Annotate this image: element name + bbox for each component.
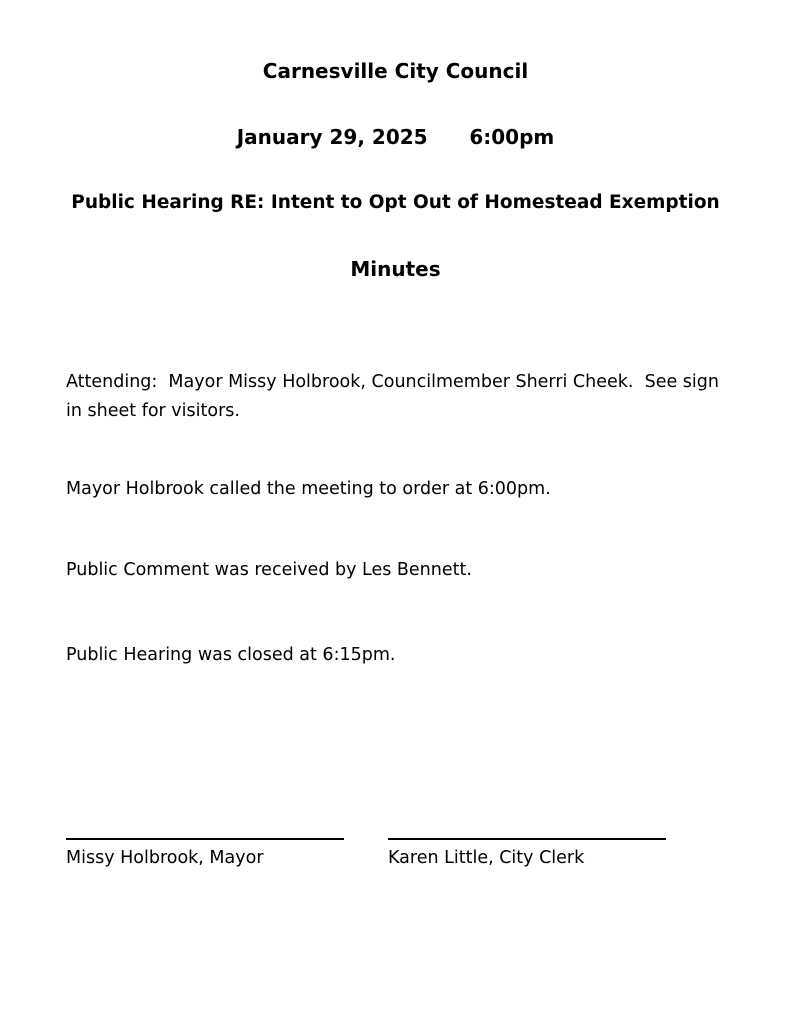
signature-block-mayor bbox=[66, 838, 344, 870]
signature-label-clerk: Karen Little, City Clerk bbox=[388, 848, 585, 868]
paragraph-hearing-closed: Public Hearing was closed at 6:15pm. bbox=[66, 645, 396, 665]
signature-line-mayor bbox=[66, 838, 344, 840]
doc-title: Carnesville City Council bbox=[262, 59, 529, 83]
paragraph-attending: Attending: Mayor Missy Holbrook, Councilmember Sherri Cheek. See sign in sheet for visitors. bbox=[66, 372, 725, 421]
paragraph-call-to-order: Mayor Holbrook called the meeting to order at 6:00pm. bbox=[66, 479, 551, 499]
paragraph-public-comment: Public Comment was received by Les Bennett. bbox=[66, 560, 472, 580]
doc-subject: Public Hearing RE: Intent to Opt Out of Homestead Exemption bbox=[71, 192, 720, 213]
doc-date-time: January 29, 2025 6:00pm bbox=[236, 125, 555, 149]
signature-block-clerk bbox=[388, 838, 666, 870]
signature-line-clerk bbox=[388, 838, 666, 840]
doc-section-heading: Minutes bbox=[350, 257, 441, 281]
signature-label-mayor: Missy Holbrook, Mayor bbox=[66, 848, 264, 868]
signature-row bbox=[66, 838, 725, 870]
